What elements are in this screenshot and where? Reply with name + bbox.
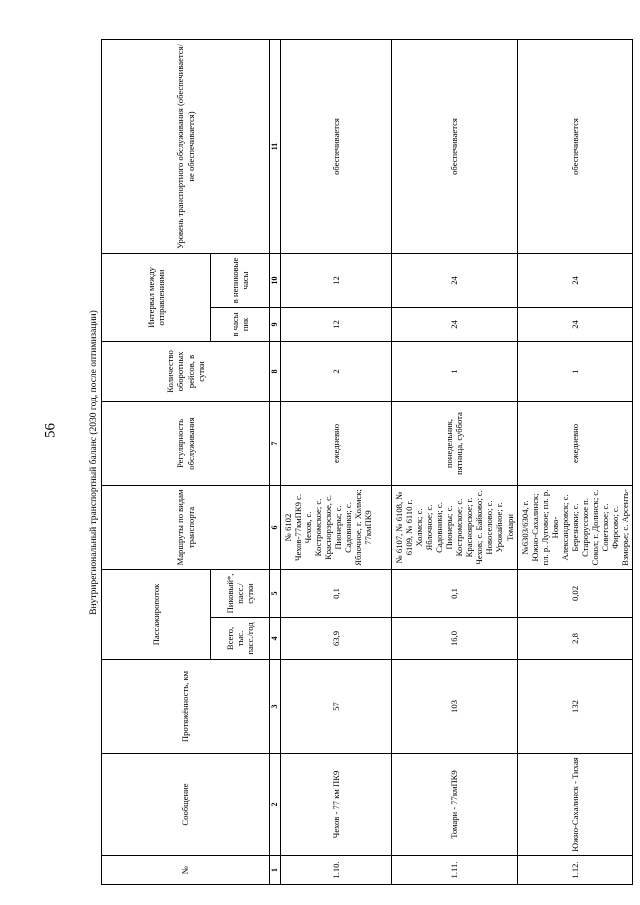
cell-round-trips: 2 bbox=[281, 341, 392, 401]
rotated-table-block bbox=[88, 40, 631, 885]
header-length: Протяжённость, км bbox=[102, 660, 270, 754]
table-row bbox=[517, 39, 633, 884]
column-number: 6 bbox=[270, 485, 281, 569]
column-number: 7 bbox=[270, 401, 281, 485]
cell-length: 103 bbox=[392, 660, 518, 754]
cell-interval-peak: 24 bbox=[392, 307, 518, 341]
header-service-level: Уровень транспортного обслуживания (обеспечивается/не обеспечивается) bbox=[102, 39, 270, 253]
cell-regularity: понедельник, пятница, суббота bbox=[392, 401, 518, 485]
cell-routes: № 6102 Чехов-77кмПК9 с. Чехов, с. Костромское; с. Краснорэрское, с. Пионеры; с. Садовники; с. Яблочное, г. Холмск; 77кмПК9 bbox=[281, 485, 392, 569]
header-regularity: Регулярность обслуживания bbox=[102, 401, 270, 485]
header-routes: Маршруты по видам транспорта bbox=[102, 485, 270, 569]
header-interval-peak: в часы пик bbox=[211, 307, 270, 341]
cell-num: 1.10. bbox=[281, 856, 392, 885]
cell-interval-offpeak: 12 bbox=[281, 253, 392, 307]
header-interval-offpeak: в непиковые часы bbox=[211, 253, 270, 307]
table-caption: Внутрирегиональный транспортный баланс (2030 год, после оптимизации) bbox=[89, 310, 99, 615]
table-row bbox=[392, 39, 518, 884]
cell-service-level: обеспечивается bbox=[517, 39, 633, 253]
cell-num: 1.11. bbox=[392, 856, 518, 885]
column-numbers-row bbox=[270, 39, 281, 884]
column-number: 11 bbox=[270, 39, 281, 253]
table-row bbox=[281, 39, 392, 884]
cell-service-level: обеспечивается bbox=[281, 39, 392, 253]
cell-regularity: ежедневно bbox=[517, 401, 633, 485]
cell-total: 2,8 bbox=[517, 618, 633, 660]
cell-num: 1.12. bbox=[517, 856, 633, 885]
column-number: 1 bbox=[270, 856, 281, 885]
cell-interval-peak: 24 bbox=[517, 307, 633, 341]
cell-service-level: обеспечивается bbox=[392, 39, 518, 253]
column-number: 10 bbox=[270, 253, 281, 307]
cell-interval-offpeak: 24 bbox=[517, 253, 633, 307]
cell-round-trips: 1 bbox=[392, 341, 518, 401]
cell-routes: №6303/6304, г. Южно-Сахалинск; пл. р. Луговое; пл. р. Ново-Александровск; с. Березняки; с. Старорусское п. Сокол; г. Долинск; с. Советское; с. Фирсово; с. Взморье; с. Арсенть- bbox=[517, 485, 633, 569]
column-number: 5 bbox=[270, 569, 281, 617]
header-total: Всего, тыс. пасс./год bbox=[211, 618, 270, 660]
cell-peak: 0,02 bbox=[517, 569, 633, 617]
cell-round-trips: 1 bbox=[517, 341, 633, 401]
cell-total: 16,0 bbox=[392, 618, 518, 660]
column-number: 3 bbox=[270, 660, 281, 754]
column-number: 8 bbox=[270, 341, 281, 401]
transport-balance-table bbox=[101, 39, 633, 885]
cell-regularity: ежедневно bbox=[281, 401, 392, 485]
header-interval: Интервал между отправлениями bbox=[102, 253, 211, 341]
column-number: 9 bbox=[270, 307, 281, 341]
cell-length: 132 bbox=[517, 660, 633, 754]
cell-length: 57 bbox=[281, 660, 392, 754]
column-number: 2 bbox=[270, 754, 281, 856]
cell-connection: Чехов - 77 км ПК9 bbox=[281, 754, 392, 856]
column-number: 4 bbox=[270, 618, 281, 660]
cell-interval-peak: 12 bbox=[281, 307, 392, 341]
header-peak: Пиковый*, пасс./сутки bbox=[211, 569, 270, 617]
cell-peak: 0,1 bbox=[392, 569, 518, 617]
header-num: № bbox=[102, 856, 270, 885]
header-passenger-flow: Пассажиропоток bbox=[102, 569, 211, 659]
cell-total: 63,9 bbox=[281, 618, 392, 660]
cell-connection: Южно-Сахалинск - Тихая bbox=[517, 754, 633, 856]
cell-peak: 0,1 bbox=[281, 569, 392, 617]
cell-routes: № 6107, № 6108, № 6109, № 6110 г. Холмск; с. Яблочное; с. Садовники; с. Пионеры; с. Костромское; с. Красноярское; г. Чехов; с. Байково; с. Новоселово; с. Урожайное; г. Томари bbox=[392, 485, 518, 569]
cell-interval-offpeak: 24 bbox=[392, 253, 518, 307]
page-number: 56 bbox=[42, 423, 59, 438]
header-connection: Сообщение bbox=[102, 754, 270, 856]
cell-connection: Томари - 77кмПК9 bbox=[392, 754, 518, 856]
header-round-trips: Количество оборотных рейсов, в сутки bbox=[102, 341, 270, 401]
